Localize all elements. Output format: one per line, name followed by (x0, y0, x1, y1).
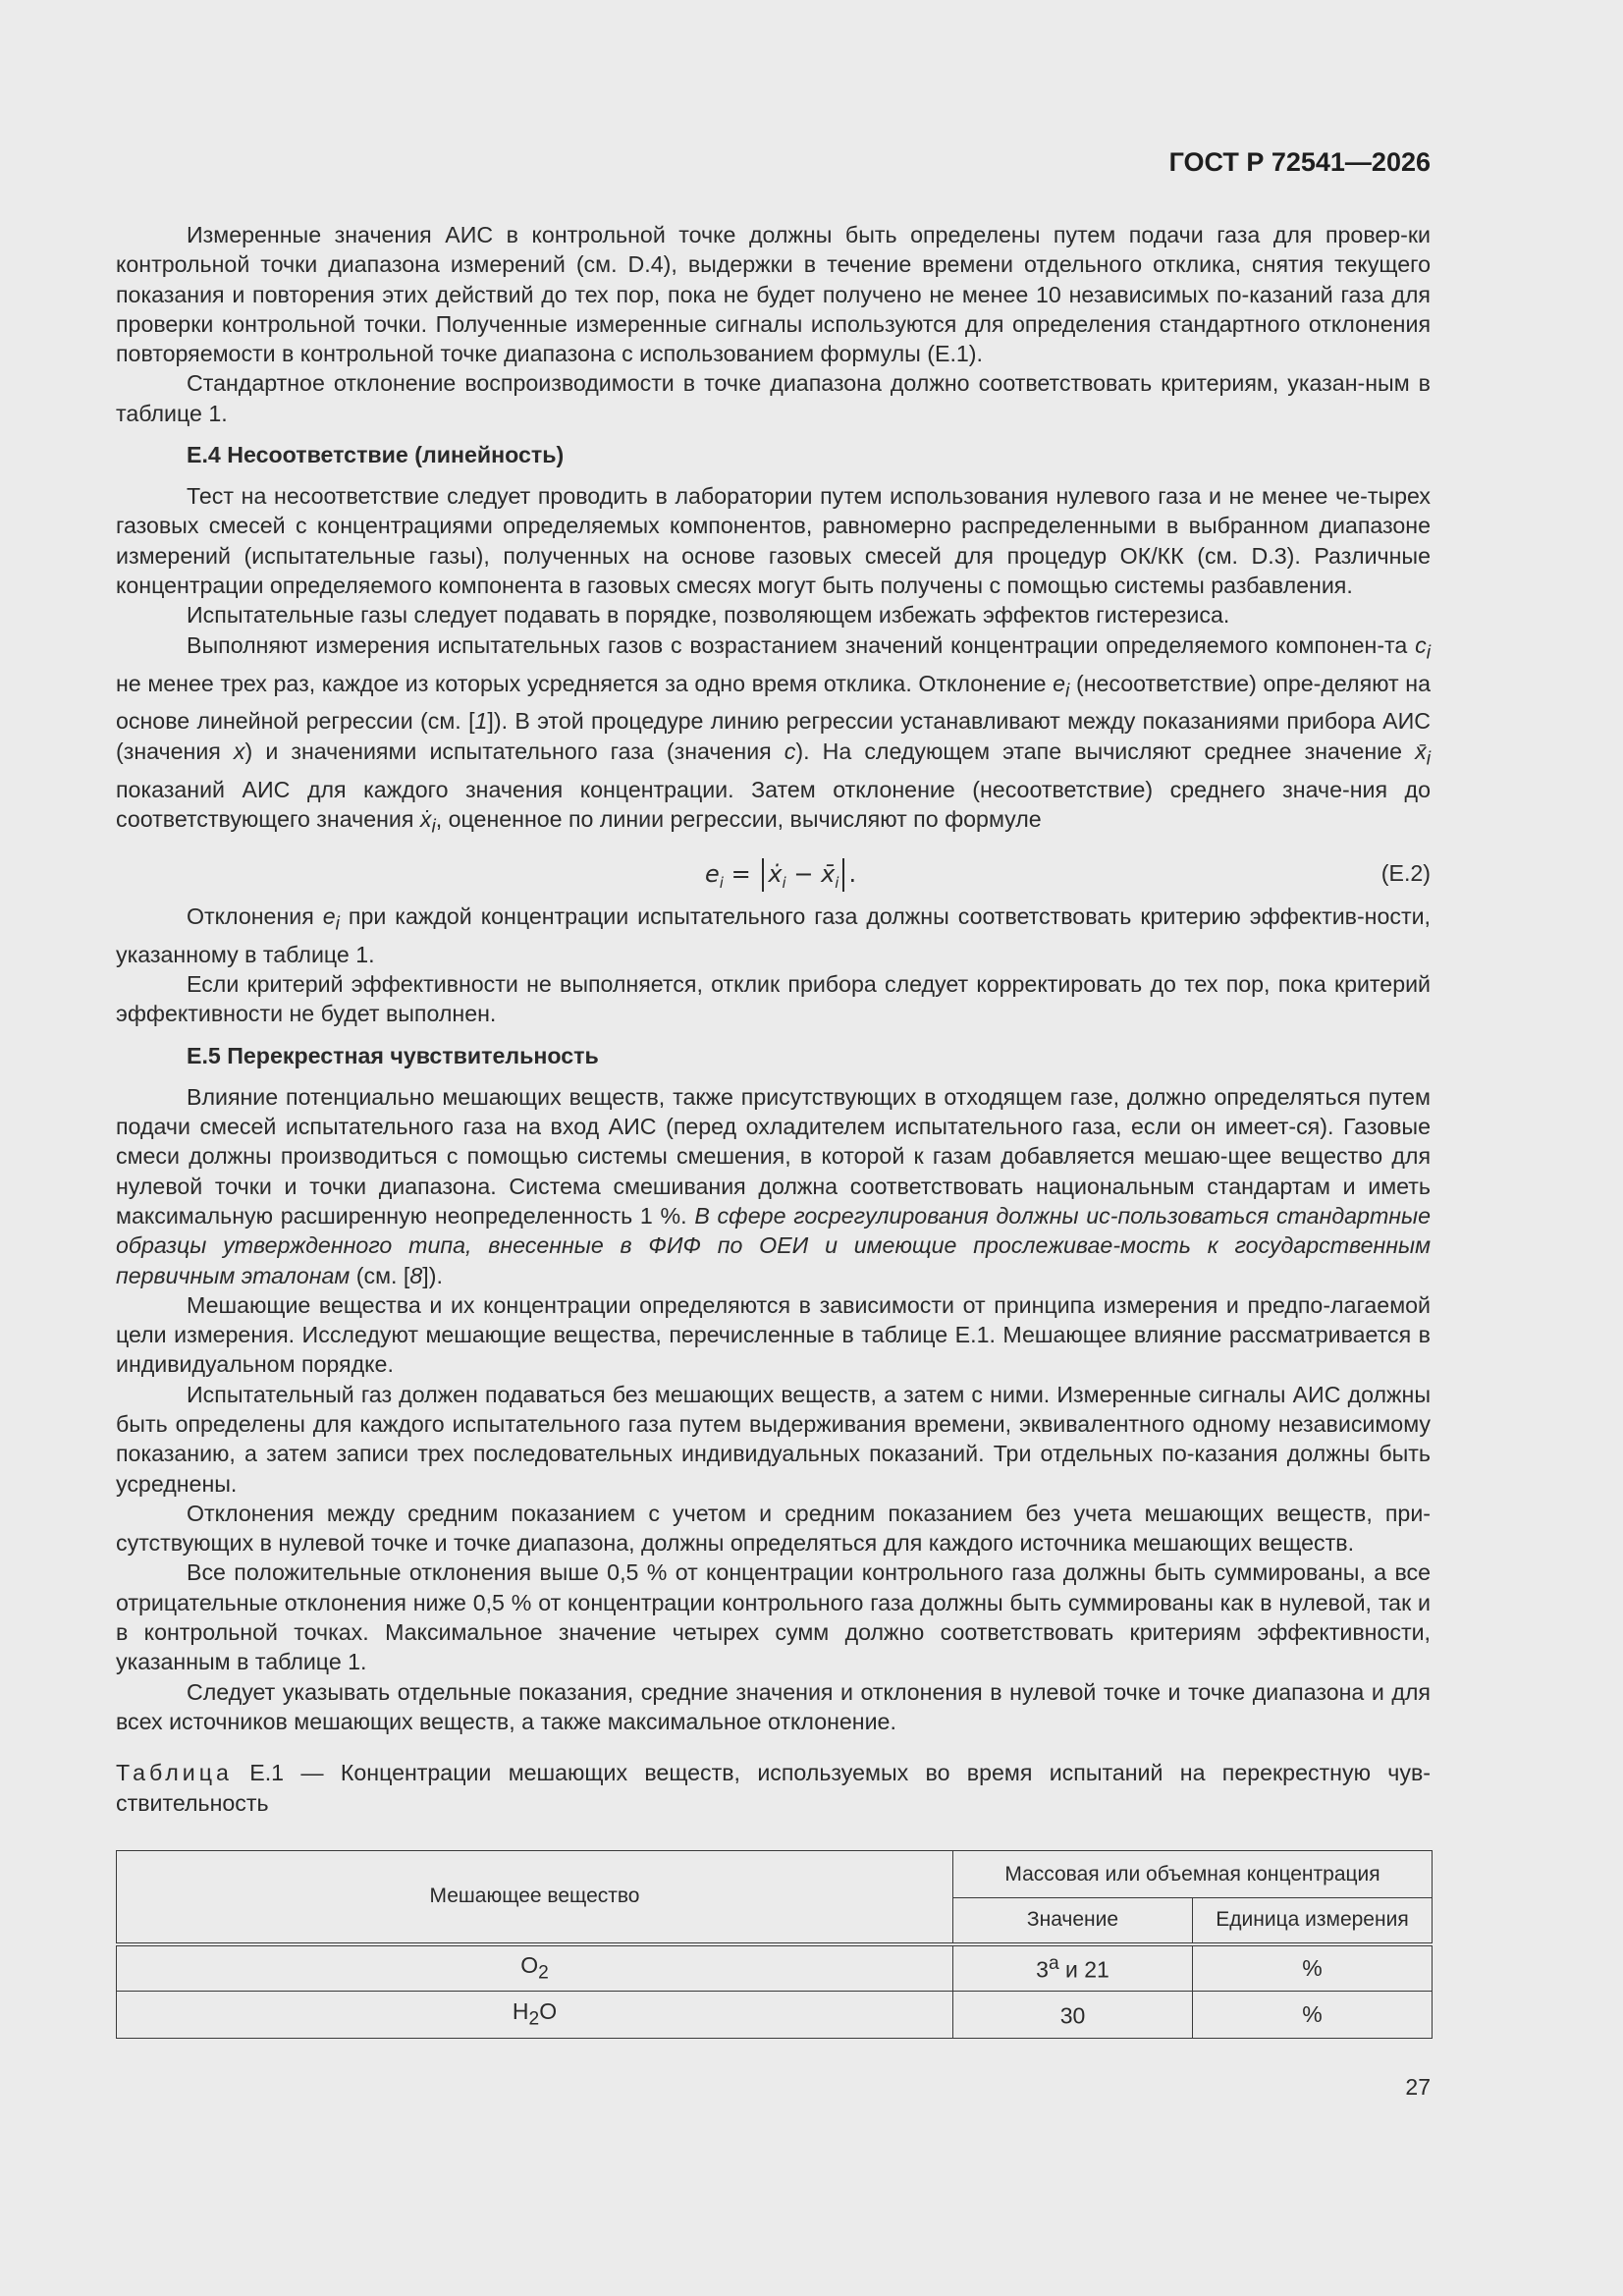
cell-substance: $H_2O$ (117, 1992, 953, 2039)
paragraph: Стандартное отклонение воспроизводимости в точке диапазона должно соответствовать критериям, указан-ным в таблице 1. (116, 370, 1431, 426)
section-title-e5: Е.5 Перекрестная чувствительность (187, 1042, 599, 1068)
table-caption: Таблица Е.1 — Концентрации мешающих веществ, используемых во время испытаний на перекрестную чув-ствительность (116, 1760, 1431, 1816)
cell-substance: $O_2$ (117, 1944, 953, 1992)
abs-bar-left (762, 858, 764, 892)
formula-expression: $e_i$ = ẋ$_i$ − $x̄_i$ . (705, 859, 857, 892)
cell-unit: % (1193, 1992, 1433, 2039)
cell-value: $3^а$ и 21 (953, 1944, 1193, 1992)
paragraph: Следует указывать отдельные показания, средние значения и отклонения в нулевой точке и точке диапазона и для всех источников мешающих веществ, а также максимальное отклонение. (116, 1678, 1431, 1734)
cell-value: 30 (953, 1992, 1193, 2039)
paragraph: Измеренные значения АИС в контрольной точке должны быть определены путем подачи газа для провер-ки контрольной точки диапазона измерений (см. D.4), выдержки в течение времени отдельного отклика, снятия текущего показания и повторения этих действий до тех пор, пока не будет получено не менее 10 независимых по-казаний газа для проверки контрольной точки. Полученные измеренные сигналы используются для определения стандартного отклонения повторяемости в контрольной точке диапазона с использованием формулы (Е.1). (116, 222, 1431, 367)
paragraph: Если критерий эффективности не выполняется, отклик прибора следует корректировать до тех пор, пока критерий эффективности не будет выполнен. (116, 971, 1431, 1027)
header-value: Значение (953, 1898, 1193, 1944)
header-unit: Единица измерения (1193, 1898, 1433, 1944)
paragraph: Выполняют измерения испытательных газов с возрастанием значений концентрации определяемого компонен-та $c_i$ не менее трех раз, каждое из которых усредняется за одно время отклика. Отклонение $e_i$ (несоответствие) опре-деляют на основе линейной регрессии (см. [1]). В этой процедуре линию регрессии устанавливают между показаниями прибора АИС (значения x) и значениями испытательного газа (значения c). На следующем этапе вычисляют среднее значение $x̄_i$ показаний АИС для каждого значения концентрации. Затем отклонение (несоответствие) среднего значе-ния до соответствующего значения ẋ$_i$, оцененное по линии регрессии, вычисляют по формуле (116, 631, 1431, 838)
paragraph: Испытательный газ должен подаваться без мешающих веществ, а затем с ними. Измеренные сигналы АИС должны быть определены для каждого испытательного газа путем выдерживания времени, эквивалентного одному независимому показанию, а затем записи трех последовательных индивидуальных показаний. Три отдельных по-казания должны быть усреднены. (116, 1381, 1431, 1497)
abs-bar-right (842, 858, 844, 892)
paragraph: Отклонения между средним показанием с учетом и средним показанием без учета мешающих веществ, при-сутствующих в нулевой точке и точке диапазона, должны определяться для каждого источника мешающих веществ. (116, 1500, 1431, 1557)
table-row (117, 1992, 1433, 2039)
paragraph: Мешающие вещества и их концентрации определяются в зависимости от принципа измерения и предпо-лагаемой цели измерения. Исследуют мешающие вещества, перечисленные в таблице Е.1. Мешающее влияние рассматривается в индивидуальном порядке. (116, 1291, 1431, 1378)
paragraph: Тест на несоответствие следует проводить в лаборатории путем использования нулевого газа и не менее че-тырех газовых смесей с концентрациями определяемых компонентов, равномерно распределенными в выбранном диапазоне измерений (испытательные газы), полученных на основе газовых смесей для процедур ОК/КК (см. D.3). Различные концентрации определяемого компонента в газовых смесях могут быть получены с помощью системы разбавления. (116, 483, 1431, 598)
header-concentration: Массовая или объемная концентрация (953, 1851, 1433, 1898)
paragraph: Влияние потенциально мешающих веществ, также присутствующих в отходящем газе, должно определяться путем подачи смесей испытательного газа на вход АИС (перед охладителем испытательного газа, если он имеет-ся). Газовые смеси должны производиться с помощью системы смешения, в которой к газам добавляется мешаю-щее вещество для нулевой точки и точки диапазона. Система смешивания должна соответствовать национальным стандартам и иметь максимальную расширенную неопределенность 1 %. В сфере госрегулирования должны ис-пользоваться стандартные образцы утвержденного типа, внесенные в ФИФ по ОЕИ и имеющие прослеживае-мость к государственным первичным эталонам (см. [8]). (116, 1083, 1431, 1288)
cell-unit: % (1193, 1944, 1433, 1992)
formula-number: (Е.2) (1380, 859, 1431, 886)
paragraph: Отклонения $e_i$ при каждой концентрации испытательного газа должны соответствовать критерию эффектив-ности, указанному в таблице 1. (116, 902, 1431, 967)
table-row (117, 1944, 1433, 1992)
paragraph: Испытательные газы следует подавать в порядке, позволяющем избежать эффектов гистерезиса. (187, 602, 1230, 629)
paragraph: Все положительные отклонения выше 0,5 % от концентрации контрольного газа должны быть суммированы, а все отрицательные отклонения ниже 0,5 % от концентрации контрольного газа должны быть суммированы как в нулевой, так и в контрольной точках. Максимальное значение четырех сумм должно соответствовать критериям эффективности, указанным в таблице 1. (116, 1559, 1431, 1675)
section-title-e4: Е.4 Несоответствие (линейность) (187, 442, 565, 468)
page-number: 27 (1405, 2074, 1431, 2100)
standard-number: ГОСТ Р 72541—2026 (1168, 147, 1431, 177)
body-text (116, 220, 1431, 1818)
formula-e2 (116, 852, 1431, 898)
table-e1 (116, 1850, 1433, 2039)
header-substance: Мешающее вещество (117, 1851, 953, 1944)
